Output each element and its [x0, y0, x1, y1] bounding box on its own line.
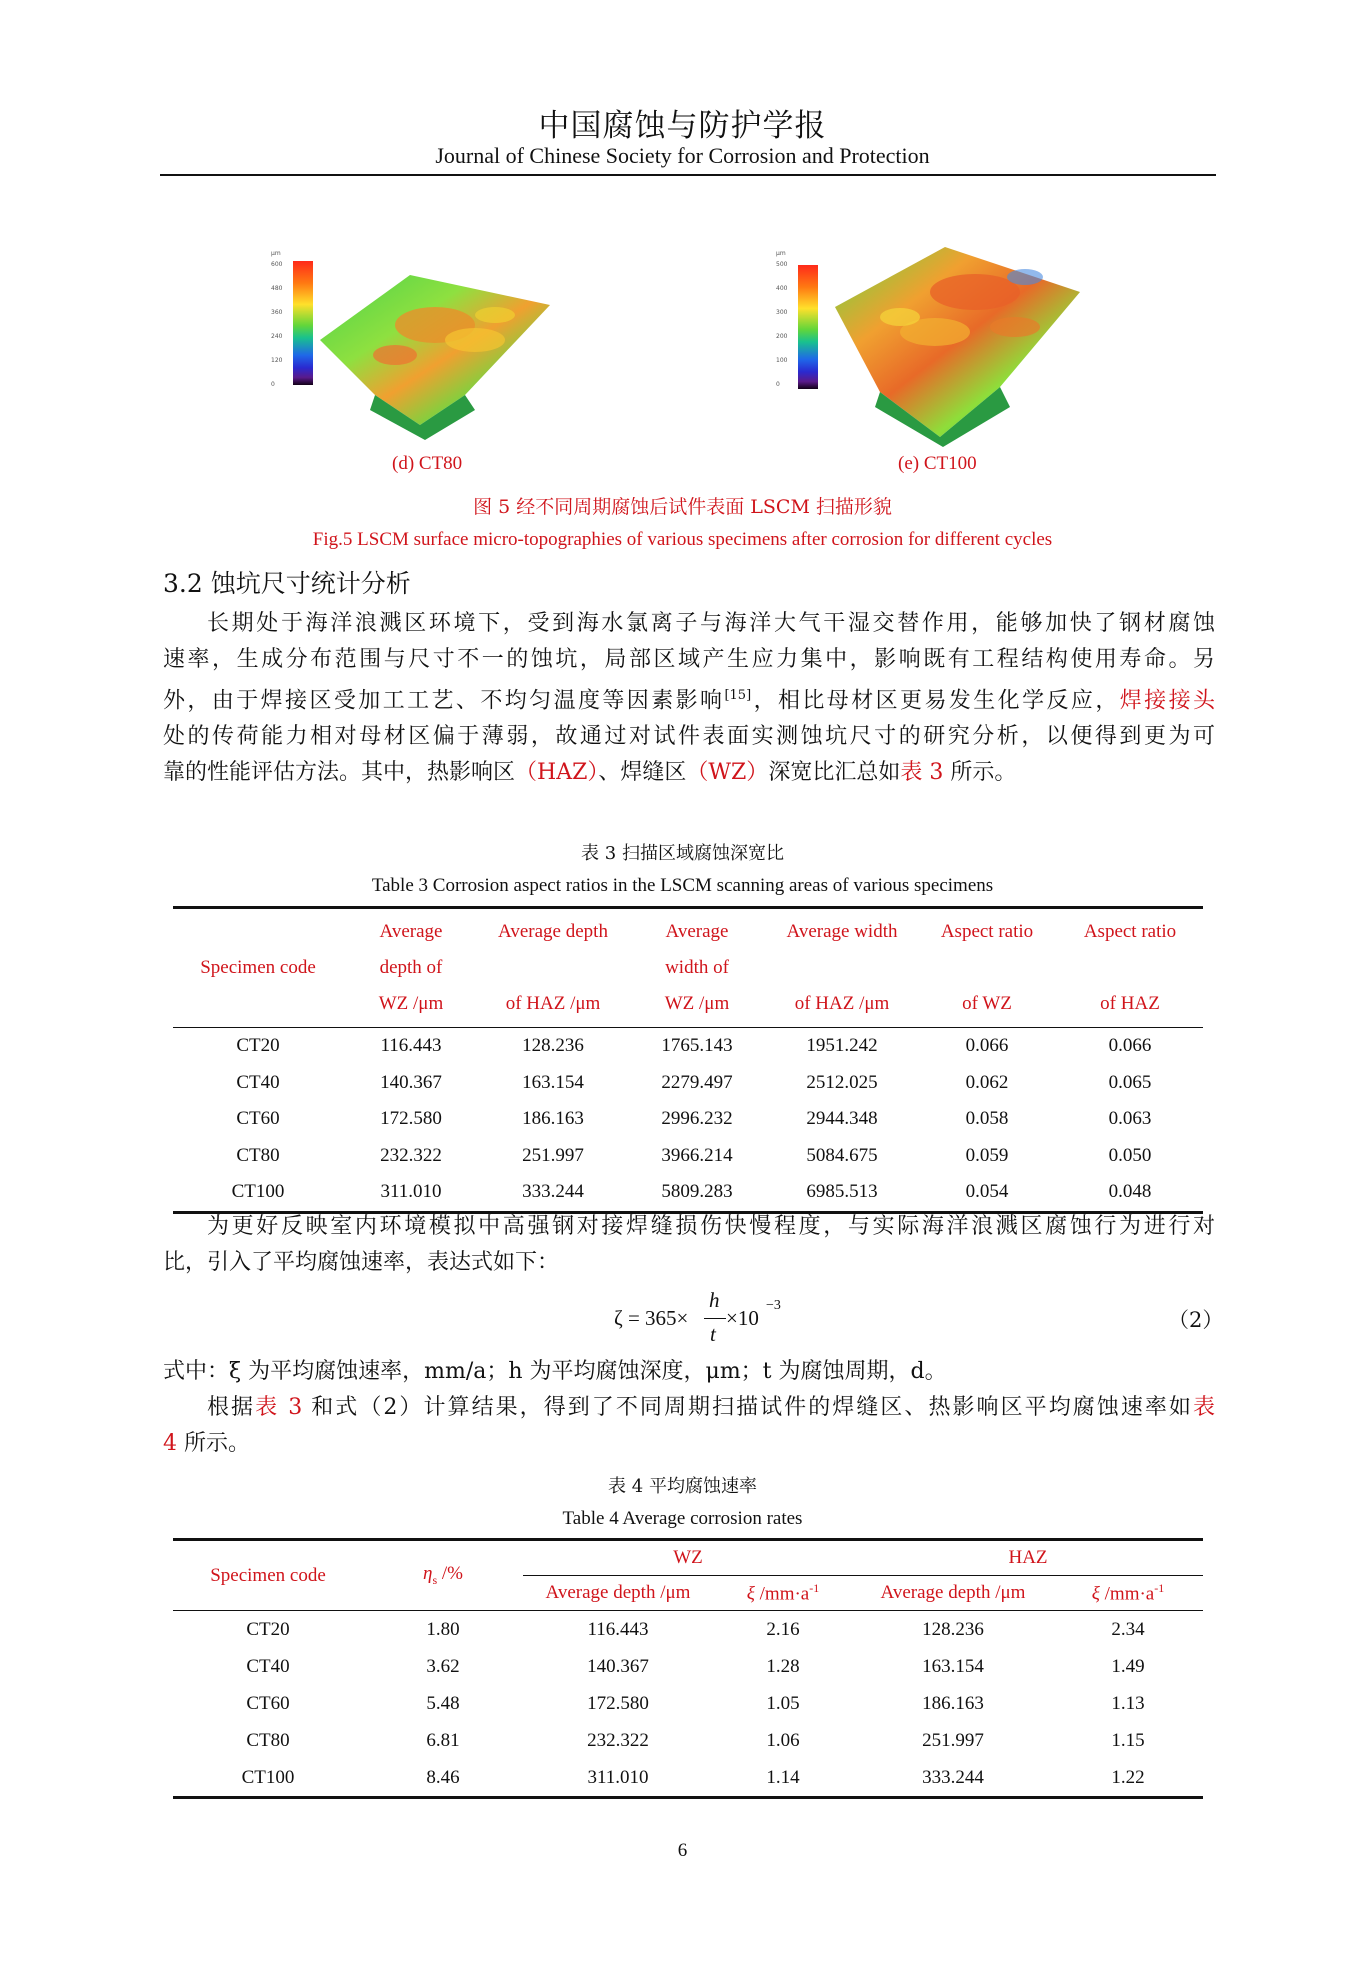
equation-number: （2）	[1168, 1308, 1224, 1332]
table-cell: 232.322	[380, 1144, 442, 1166]
table-cell: 1.22	[1111, 1766, 1145, 1788]
table-cell: 232.322	[587, 1729, 649, 1751]
header-text: of HAZ	[1100, 993, 1160, 1014]
term-wz: （WZ）	[686, 760, 769, 786]
header-text: WZ /μm	[664, 993, 730, 1014]
colorbar-tick: 400	[776, 285, 788, 292]
text-run: 所示。	[943, 760, 1017, 786]
header-text: Average	[665, 921, 729, 942]
colorbar-tick: 600	[271, 261, 283, 268]
header-text: width of	[665, 957, 729, 978]
colorbar-tick: 0	[776, 381, 780, 388]
colorbar-tick: 360	[271, 309, 283, 316]
header-group-wz: WZ	[523, 1540, 853, 1576]
table-cell: 8.46	[426, 1766, 460, 1788]
colorbar	[293, 261, 313, 385]
table-cell: 333.244	[922, 1766, 984, 1788]
equation-lhs: ζ = 365×	[614, 1306, 689, 1330]
colorbar-tick: 0	[271, 381, 275, 388]
fraction-bar	[704, 1318, 726, 1319]
text-line	[163, 1426, 1215, 1462]
equation-rhs: ×10	[726, 1306, 759, 1330]
colorbar-unit: μm	[271, 250, 281, 257]
text-run: 、焊缝区	[598, 760, 687, 786]
table-cell: 0.058	[965, 1108, 1009, 1130]
table-cell: 0.048	[1108, 1181, 1152, 1203]
term-haz: （HAZ）	[515, 760, 599, 786]
table-cell: 186.163	[522, 1108, 584, 1130]
table-cell: 186.163	[922, 1692, 984, 1714]
colorbar-unit: μm	[776, 250, 786, 257]
figure-panel-d	[265, 245, 605, 445]
colorbar-tick: 300	[776, 309, 788, 316]
text-line	[163, 1390, 1215, 1426]
table-cell: 116.443	[380, 1035, 442, 1057]
text-line: 比，引入了平均腐蚀速率，表达式如下：	[163, 1250, 560, 1275]
header-cell: ξ $/mm\cdot a^{-1}$	[713, 1576, 853, 1611]
header-cell: Average depth /μm	[853, 1576, 1053, 1611]
header-cell	[479, 908, 627, 1028]
table-cell: 0.050	[1108, 1144, 1152, 1166]
table-row	[173, 1611, 1203, 1649]
header-text: of WZ	[962, 993, 1012, 1014]
figure-panel-e	[770, 245, 1110, 445]
table-cell: CT40	[236, 1071, 280, 1093]
surface-plot-e	[825, 237, 1115, 447]
text-line: 为更好反映室内环境模拟中高强钢对接焊缝损伤快慢程度，与实际海洋浪溅区腐蚀行为进行对	[207, 1214, 1215, 1239]
table-cell: 2996.232	[661, 1108, 733, 1130]
table-4-link[interactable]: 4	[163, 1431, 177, 1456]
text-run: 靠的性能评估方法。其中，热影响区	[163, 760, 516, 786]
table-cell: 1.05	[766, 1692, 800, 1714]
text-run: 根据	[207, 1395, 256, 1420]
table-3-link[interactable]: 表 3	[255, 1395, 303, 1420]
table-cell: 172.580	[380, 1108, 442, 1130]
text-run: 所示。	[177, 1431, 250, 1456]
header-cell: Average depth /μm	[523, 1576, 713, 1611]
table-4-caption-cn: 表 4 平均腐蚀速率	[608, 1476, 757, 1497]
journal-title-en: Journal of Chinese Society for Corrosion and Protection	[435, 143, 930, 168]
figure-caption-en: Fig.5 LSCM surface micro-topographies of various specimens after corrosion for different cycles	[312, 529, 1053, 550]
table-cell: CT80	[236, 1144, 280, 1166]
table-cell: 0.066	[1108, 1035, 1152, 1057]
table-3-link[interactable]: 表 3	[900, 760, 944, 786]
header-text: of HAZ /μm	[505, 993, 601, 1014]
table-cell: CT60	[246, 1692, 290, 1714]
table-cell: 116.443	[587, 1618, 649, 1640]
table-cell: CT100	[241, 1766, 295, 1788]
table-cell: 128.236	[922, 1618, 984, 1640]
table-cell: 140.367	[380, 1071, 442, 1093]
header-cell	[917, 908, 1057, 1028]
figure-caption-cn: 图 5 经不同周期腐蚀后试件表面 LSCM 扫描形貌	[473, 496, 892, 518]
table-row	[173, 1174, 1203, 1212]
text-line: 式中：ξ 为平均腐蚀速率，mm/a；h 为平均腐蚀深度，μm；t 为腐蚀周期，d。	[163, 1359, 947, 1384]
header-text: Average depth	[498, 921, 608, 942]
table-header-row	[173, 908, 1203, 1028]
table-cell: 172.580	[587, 1692, 649, 1714]
table-row	[173, 1722, 1203, 1759]
table-cell: 2944.348	[806, 1108, 878, 1130]
header-text: Aspect ratio	[1083, 921, 1177, 942]
text-line	[163, 678, 1215, 719]
table-cell: 251.997	[522, 1144, 584, 1166]
table-cell: 0.065	[1108, 1071, 1152, 1093]
table-row	[173, 1101, 1203, 1138]
table-row	[173, 1028, 1203, 1065]
text-line: 处的传荷能力相对母材区偏于薄弱，故通过对试件表面实测蚀坑尺寸的研究分析，以便得到更为可	[163, 724, 1215, 750]
table-cell: 163.154	[522, 1071, 584, 1093]
header-cell	[343, 908, 479, 1028]
equation	[614, 1288, 814, 1348]
journal-title-cn: 中国腐蚀与防护学报	[538, 108, 827, 144]
colorbar-tick: 480	[271, 285, 283, 292]
table-cell: 251.997	[922, 1729, 984, 1751]
table-cell: 5.48	[426, 1692, 460, 1714]
text-run: 和式（2）计算结果，得到了不同周期扫描试件的焊缝区、热影响区平均腐蚀速率如	[302, 1395, 1193, 1420]
table-cell: 140.367	[587, 1655, 649, 1677]
figure-panel-e-label: (e) CT100	[898, 453, 977, 474]
paragraph-1	[163, 606, 1215, 791]
table-cell: 2.16	[766, 1618, 800, 1640]
colorbar-tick: 200	[776, 333, 788, 340]
header-text: Average width	[786, 921, 898, 942]
table-cell: 5084.675	[806, 1144, 878, 1166]
table-cell: 0.059	[965, 1144, 1009, 1166]
table-cell: 163.154	[922, 1655, 984, 1677]
table-cell: 1.06	[766, 1729, 800, 1751]
header-text: WZ /μm	[378, 993, 444, 1014]
colorbar-tick: 120	[271, 357, 283, 364]
table-cell: 128.236	[522, 1035, 584, 1057]
table-cell: 311.010	[587, 1766, 649, 1788]
paragraph-2	[163, 1209, 1215, 1281]
figure-panel-d-label: (d) CT80	[392, 453, 463, 474]
header-cell: Specimen code	[173, 1540, 363, 1611]
table-cell: CT40	[246, 1655, 290, 1677]
table-4-caption-en: Table 4 Average corrosion rates	[562, 1508, 803, 1529]
table-cell: 1765.143	[661, 1035, 733, 1057]
header-cell: $\eta_s$ /%	[363, 1540, 523, 1611]
header-text: Average	[379, 921, 443, 942]
header-text: of HAZ /μm	[794, 993, 890, 1014]
surface-plot-d	[315, 245, 605, 445]
table-cell: 333.244	[522, 1181, 584, 1203]
text-line: 速率，生成分布范围与尺寸不一的蚀坑，局部区域产生应力集中，影响既有工程结构使用寿命。另	[163, 647, 1215, 672]
table-cell: CT60	[236, 1108, 280, 1130]
header-cell: ξ $/mm\cdot a^{-1}$	[1053, 1576, 1203, 1611]
table-4-link[interactable]: 表	[1192, 1395, 1215, 1420]
equation-denominator: t	[710, 1322, 716, 1346]
text-run: ，相比母材区更易发生化学反应，	[751, 688, 1120, 714]
table-cell: 3966.214	[661, 1144, 733, 1166]
table-row	[173, 1685, 1203, 1722]
table-cell: CT80	[246, 1729, 290, 1751]
table-4	[173, 1538, 1203, 1799]
colorbar-tick: 500	[776, 261, 788, 268]
table-3-caption-en: Table 3 Corrosion aspect ratios in the LSCM scanning areas of various specimens	[371, 875, 994, 896]
table-cell: 2279.497	[661, 1071, 733, 1093]
table-cell: 1.15	[1111, 1729, 1145, 1751]
table-cell: 6.81	[426, 1729, 460, 1751]
table-header-row	[173, 1540, 1203, 1576]
table-cell: 1.80	[426, 1618, 460, 1640]
header-text: Aspect ratio	[940, 921, 1034, 942]
table-3	[173, 906, 1203, 1214]
table-row	[173, 1065, 1203, 1102]
table-cell: 311.010	[380, 1181, 442, 1203]
text-line: 长期处于海洋浪溅区环境下，受到海水氯离子与海洋大气干湿交替作用，能够加快了钢材腐蚀	[207, 611, 1215, 636]
header-text: depth of	[379, 957, 443, 978]
citation: [15]	[724, 688, 752, 703]
table-cell: 0.066	[965, 1035, 1009, 1057]
table-cell: 0.062	[965, 1071, 1009, 1093]
table-row	[173, 1648, 1203, 1685]
table-cell: 2.34	[1111, 1618, 1145, 1640]
header-cell	[627, 908, 767, 1028]
table-cell: 3.62	[426, 1655, 460, 1677]
text-run: 外，由于焊接区受加工工艺、不均匀温度等因素影响	[163, 688, 725, 714]
table-cell: 0.054	[965, 1181, 1009, 1203]
header-cell: Specimen code	[173, 908, 343, 1028]
table-cell: CT20	[236, 1035, 280, 1057]
paragraph-3	[163, 1354, 1215, 1462]
table-cell: 1.13	[1111, 1692, 1145, 1714]
table-cell: 5809.283	[661, 1181, 733, 1203]
equation-exponent: −3	[766, 1298, 781, 1313]
header-cell	[1057, 908, 1203, 1028]
table-cell: 2512.025	[806, 1071, 878, 1093]
header-cell	[767, 908, 917, 1028]
colorbar	[798, 265, 818, 389]
text-line	[163, 755, 1215, 791]
table-3-caption-cn: 表 3 扫描区域腐蚀深宽比	[581, 843, 784, 864]
table-row	[173, 1759, 1203, 1798]
header-group-haz: HAZ	[853, 1540, 1203, 1576]
colorbar-tick: 100	[776, 357, 788, 364]
text-run: 深宽比汇总如	[768, 760, 901, 786]
table-cell: 1.14	[766, 1766, 800, 1788]
table-cell: 0.063	[1108, 1108, 1152, 1130]
table-cell: CT20	[246, 1618, 290, 1640]
page-number: 6	[677, 1840, 688, 1861]
table-cell: 6985.513	[806, 1181, 878, 1203]
header-rule	[160, 174, 1216, 176]
table-cell: 1.49	[1111, 1655, 1145, 1677]
link-text[interactable]: 焊接接头	[1119, 688, 1215, 714]
colorbar-tick: 240	[271, 333, 283, 340]
table-cell: CT100	[231, 1181, 285, 1203]
table-row	[173, 1138, 1203, 1175]
table-cell: 1951.242	[806, 1035, 878, 1057]
section-title: 3.2 蚀坑尺寸统计分析	[163, 569, 411, 598]
table-cell: 1.28	[766, 1655, 800, 1677]
equation-numerator: h	[709, 1288, 720, 1312]
